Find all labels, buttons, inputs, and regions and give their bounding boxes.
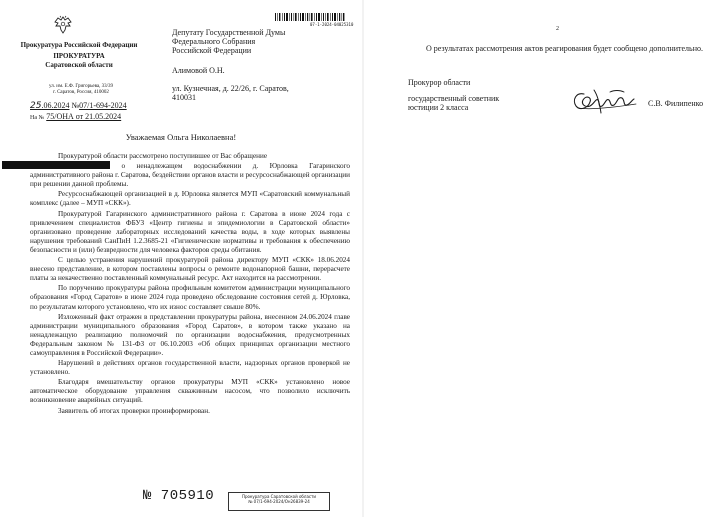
barcode-number: 07-1-2024-04025310 xyxy=(310,22,354,27)
reference-line xyxy=(30,112,121,123)
org-main-name: Прокуратура Российской Федерации xyxy=(20,41,138,49)
addressee-address-1: ул. Кузнечная, д. 22/26, г. Саратов, xyxy=(172,84,289,93)
org-region: Саратовской области xyxy=(45,61,113,69)
letter-page-1 xyxy=(0,0,362,517)
addressee-name: Алимовой О.Н. xyxy=(172,66,225,75)
addressee-title-1: Депутату Государственной Думы xyxy=(172,28,286,37)
reg-day: 25 xyxy=(30,101,42,111)
body-paragraph-7: Нарушений в действиях органов государственной власти, надзорных органов проверкой не установлено. xyxy=(30,359,350,377)
body-paragraph-9: Заявитель об итогах проверки проинформирован. xyxy=(58,406,210,415)
handwritten-signature-icon xyxy=(570,86,642,116)
reg-no-label: № xyxy=(71,101,80,110)
letter-body xyxy=(30,152,350,417)
addressee-block xyxy=(172,28,354,102)
organization-header xyxy=(20,41,138,69)
body-paragraph-3: Прокуратурой Гагаринского административного района г. Саратова в июне 2024 года с привлечением специалистов ФБУЗ «Центр гигиены и эпидемиологии в Саратовской области» организовано проведение лабораторных исследований качества воды, в ходе которых выявлены нарушения требований СанПиН 1.2.3685-21 «Гигиенические нормативы и требования к обеспечению безопасности и (или) безвредности для человека факторов среды обитания. xyxy=(30,209,350,254)
page-number: 2 xyxy=(556,26,559,32)
addressee-title-3: Российской Федерации xyxy=(172,46,252,55)
body-paragraph-8: Благодаря вмешательству органов прокуратуры МУП «СКК» установлено новое автоматическое оборудование управления скважинным насосом, что позволило исключить возникновение аварийных ситуаций. xyxy=(30,378,350,405)
greeting: Уважаемая Ольга Николаевна! xyxy=(125,132,237,142)
registration-stamp: Прокуратура Саратовской области № 07/1-694-2024/Он26839-24 xyxy=(228,492,330,511)
eagle-emblem-icon xyxy=(52,14,74,36)
body-paragraph-4: С целью устранения нарушений прокуратурой района директору МУП «СКК» 18.06.2024 внесено представление, в котором поставлены вопросы о ремонте водонапорной башни, перерасчете платы за некачественно поставленный коммунальный ресурс. Акт находится на рассмотрении. xyxy=(30,256,350,283)
addressee-address-2: 410031 xyxy=(172,93,196,102)
reg-date: .06.2024 xyxy=(41,101,70,110)
barcode-icon xyxy=(275,13,345,21)
body-paragraph-5: По поручению прокуратуры района профильным комитетом администрации муниципального образования «Город Саратов» в июне 2024 года проведено обследование состояния сетей д. Юрловка, по результатам которого установлено, что их износ составляет свыше 80%. xyxy=(30,284,350,311)
signer-position: Прокурор области xyxy=(408,78,471,87)
org-name: ПРОКУРАТУРА xyxy=(53,52,105,60)
closing-paragraph: О результатах рассмотрения актов реагирования будет сообщено дополнительно. xyxy=(426,44,703,53)
signer-name: С.В. Филипенко xyxy=(648,99,704,108)
body-paragraph-1: Прокуратурой области рассмотрено поступившее от Вас обращение о ненадлежащем водоснабжении д. Юрловка Гагаринского административного района г. Саратова, бездействии органов власти и ресурсоснабжающей организации при решении данной проблемы. xyxy=(30,152,350,189)
registration-date-number xyxy=(30,101,127,111)
ref-value: 75/ОНА от 21.05.2024 xyxy=(46,112,122,121)
reg-number: 07/1-694-2024 xyxy=(79,101,127,110)
form-number: № 705910 xyxy=(143,488,215,504)
body-paragraph-6: Изложенный факт отражен в представлении прокуратуры района, внесенном 24.06.2024 главе администрации муниципального образования «Город Саратов», в котором также указано на ненадлежащую реализацию полномочий по организации водоснабжения, предусмотренных Федеральным законом № 131-ФЗ от 06.10.2003 «Об общих принципах организации местного самоуправления в Российской Федерации». xyxy=(30,312,350,357)
redacted-name xyxy=(2,161,110,169)
ref-label: На № xyxy=(30,115,45,121)
addressee-title-2: Федерального Собрания xyxy=(172,37,256,46)
body-paragraph-2: Ресурсоснабжающей организацией в д. Юрловка является МУП «Саратовский коммунальный комплекс (далее – МУП «СКК»). xyxy=(30,190,350,208)
signer-rank: государственный советник юстиции 2 класса xyxy=(408,94,500,112)
org-address: ул. им. Е.Ф. Григорьева, 33/39 г. Саратов, Россия, 410002 xyxy=(49,84,113,95)
